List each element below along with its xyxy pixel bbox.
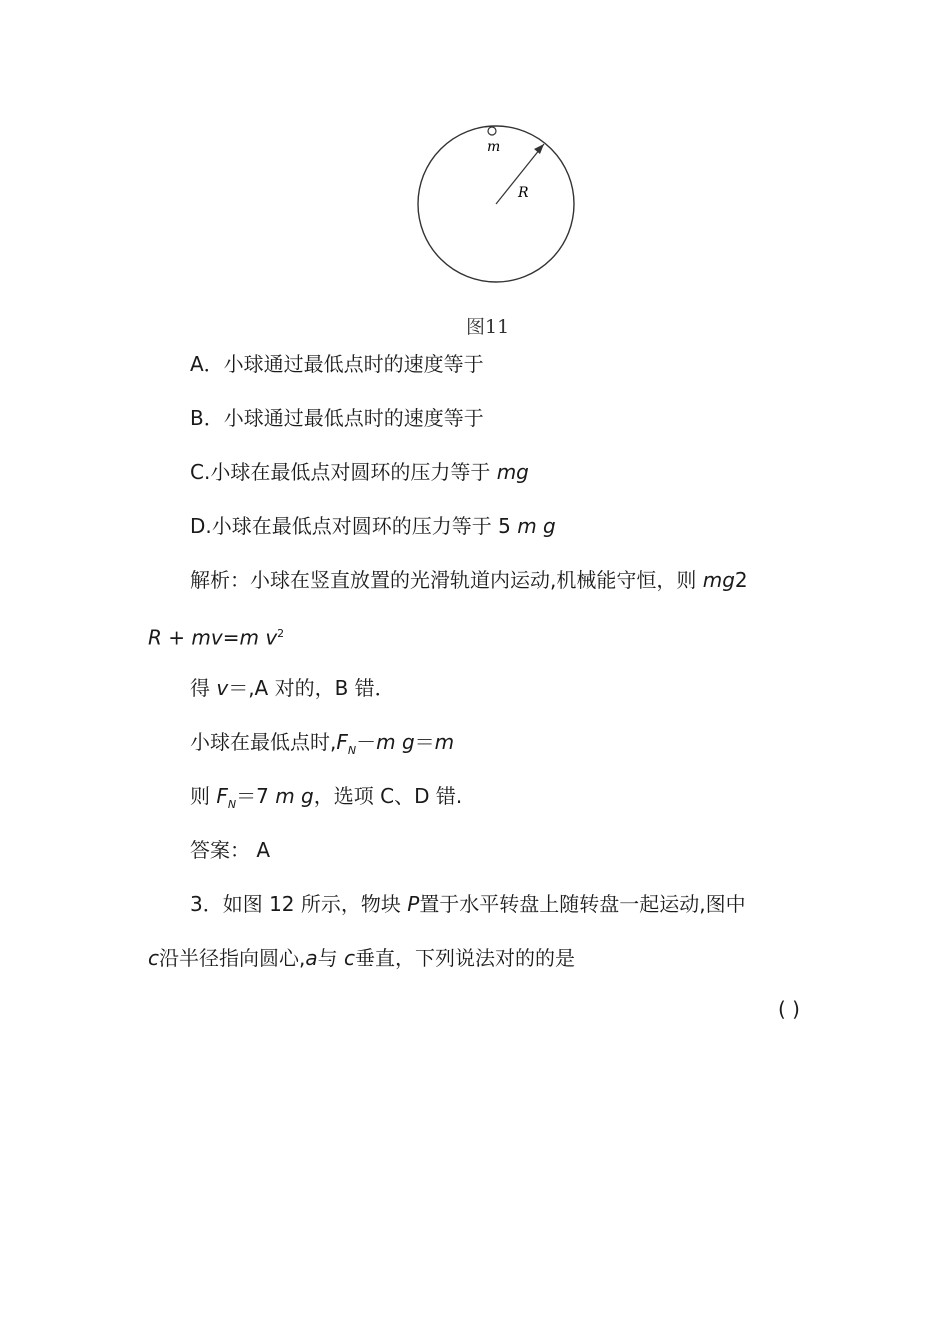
solution-line-5: 则 $F_N=7$ m g，选项 C、D 错.	[190, 784, 463, 811]
option-d: D.小球在最低点对圆环的压力等于 5 m g	[190, 514, 556, 538]
mass-label: m	[487, 139, 501, 155]
answer-parentheses: ( )	[778, 997, 800, 1021]
ball	[488, 127, 496, 135]
question-3-line-1: 3．如图 12 所示，物块 P置于水平转盘上随转盘一起运动,图中	[190, 892, 746, 916]
option-b: B．小球通过最低点时的速度等于	[190, 406, 484, 430]
arrow-head	[534, 144, 544, 154]
answer-line: 答案： A	[190, 838, 271, 862]
question-3-line-2: c沿半径指向圆心,a与 c垂直，下列说法对的的是	[148, 946, 575, 970]
circle-diagram	[410, 118, 582, 290]
solution-line-2: R + mv=m $v^2$	[148, 625, 285, 650]
radius-label: R	[518, 185, 529, 201]
circle-figure	[410, 118, 582, 290]
figure-caption: 图11	[466, 316, 510, 338]
solution-line-1: 解析：小球在竖直放置的光滑轨道内运动,机械能守恒，则 mg2	[190, 568, 748, 592]
option-a: A．小球通过最低点时的速度等于	[190, 352, 484, 376]
solution-line-3: 得 v＝,A 对的，B 错．	[190, 676, 395, 700]
solution-line-4: 小球在最低点时$,F_N-m$ g＝m	[190, 730, 455, 757]
option-c: C.小球在最低点对圆环的压力等于 mg	[190, 460, 529, 484]
